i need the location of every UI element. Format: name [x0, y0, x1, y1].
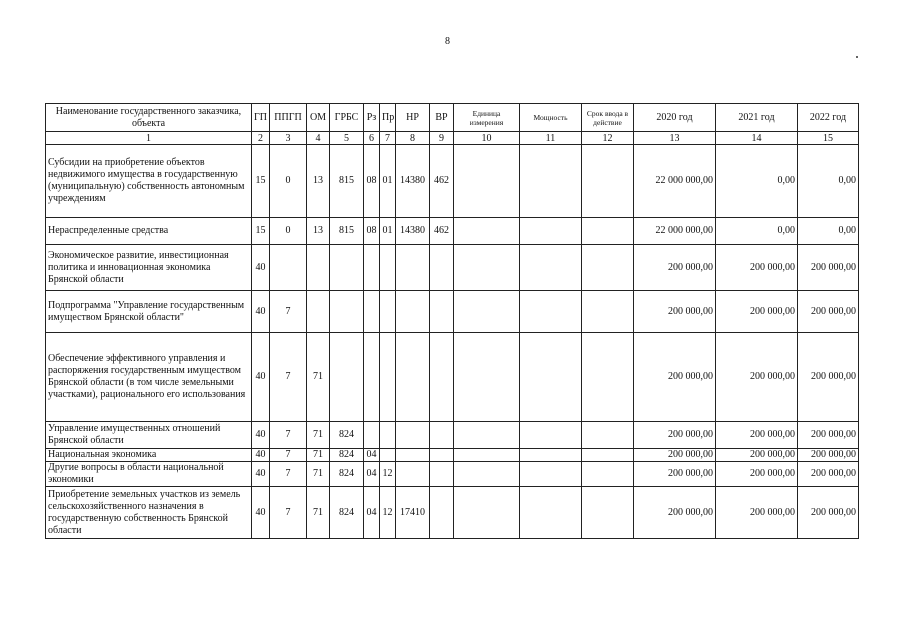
code-cell: 17410 [396, 487, 430, 539]
amount-cell: 200 000,00 [798, 245, 859, 291]
code-cell: 824 [330, 462, 364, 487]
amount-cell: 200 000,00 [634, 462, 716, 487]
row-name-cell: Подпрограмма "Управление государственным имуществом Брянской области" [46, 291, 252, 333]
header-year-2021: 2021 год [716, 104, 798, 132]
column-number: 6 [364, 132, 380, 145]
code-cell [430, 333, 454, 422]
table-row [46, 462, 859, 487]
amount-cell: 200 000,00 [634, 245, 716, 291]
code-cell: 01 [380, 145, 396, 218]
row-name-cell: Другие вопросы в области национальной экономики [46, 462, 252, 487]
amount-cell: 200 000,00 [716, 462, 798, 487]
code-cell: 08 [364, 145, 380, 218]
amount-cell: 200 000,00 [716, 449, 798, 462]
header-nr: НР [396, 104, 430, 132]
code-cell [396, 449, 430, 462]
code-cell [380, 422, 396, 449]
code-cell [454, 462, 520, 487]
column-number: 3 [270, 132, 307, 145]
column-number: 9 [430, 132, 454, 145]
code-cell: 71 [307, 449, 330, 462]
column-number: 2 [252, 132, 270, 145]
code-cell: 14380 [396, 145, 430, 218]
amount-cell: 200 000,00 [798, 462, 859, 487]
column-number: 5 [330, 132, 364, 145]
code-cell [430, 245, 454, 291]
code-cell [364, 291, 380, 333]
code-cell [364, 245, 380, 291]
header-vr: ВР [430, 104, 454, 132]
budget-table [45, 103, 859, 539]
amount-cell: 0,00 [798, 145, 859, 218]
code-cell [520, 245, 582, 291]
amount-cell: 200 000,00 [798, 422, 859, 449]
amount-cell: 0,00 [716, 145, 798, 218]
code-cell: 0 [270, 145, 307, 218]
code-cell [454, 333, 520, 422]
code-cell: 40 [252, 449, 270, 462]
code-cell [396, 462, 430, 487]
table-body [46, 145, 859, 539]
code-cell [582, 462, 634, 487]
table-row [46, 487, 859, 539]
code-cell [520, 291, 582, 333]
amount-cell: 200 000,00 [634, 291, 716, 333]
table-row [46, 333, 859, 422]
code-cell [582, 487, 634, 539]
code-cell [330, 245, 364, 291]
code-cell: 12 [380, 462, 396, 487]
column-number: 11 [520, 132, 582, 145]
amount-cell: 200 000,00 [798, 291, 859, 333]
code-cell: 13 [307, 218, 330, 245]
code-cell [330, 333, 364, 422]
amount-cell: 200 000,00 [798, 449, 859, 462]
code-cell [330, 291, 364, 333]
amount-cell: 0,00 [716, 218, 798, 245]
code-cell [364, 333, 380, 422]
table-row [46, 218, 859, 245]
code-cell: 40 [252, 422, 270, 449]
table-row [46, 145, 859, 218]
code-cell: 40 [252, 462, 270, 487]
code-cell: 815 [330, 145, 364, 218]
code-cell [380, 291, 396, 333]
code-cell: 71 [307, 422, 330, 449]
header-gp: ГП [252, 104, 270, 132]
code-cell [520, 218, 582, 245]
code-cell [582, 218, 634, 245]
column-number: 13 [634, 132, 716, 145]
header-pr: Пр [380, 104, 396, 132]
column-number: 7 [380, 132, 396, 145]
amount-cell: 200 000,00 [716, 487, 798, 539]
row-name-cell: Экономическое развитие, инвестиционная политика и инновационная экономика Брянской области [46, 245, 252, 291]
table-row [46, 449, 859, 462]
amount-cell: 200 000,00 [634, 333, 716, 422]
header-unit: Единица измерения [454, 104, 520, 132]
code-cell [307, 245, 330, 291]
code-cell: 462 [430, 145, 454, 218]
column-number: 8 [396, 132, 430, 145]
header-year-2022: 2022 год [798, 104, 859, 132]
code-cell [380, 245, 396, 291]
code-cell [364, 422, 380, 449]
row-name-cell: Приобретение земельных участков из земель сельскохозяйственного назначения в государственную собственность Брянской области [46, 487, 252, 539]
code-cell [380, 333, 396, 422]
code-cell: 04 [364, 487, 380, 539]
code-cell: 7 [270, 487, 307, 539]
code-cell: 824 [330, 487, 364, 539]
amount-cell: 200 000,00 [634, 422, 716, 449]
code-cell: 08 [364, 218, 380, 245]
amount-cell: 200 000,00 [716, 333, 798, 422]
code-cell [430, 422, 454, 449]
amount-cell: 22 000 000,00 [634, 218, 716, 245]
code-cell [582, 422, 634, 449]
code-cell: 7 [270, 449, 307, 462]
code-cell: 71 [307, 333, 330, 422]
column-number: 15 [798, 132, 859, 145]
row-name-cell: Субсидии на приобретение объектов недвижимого имущества в государственную (муниципальную) собственность автономным учреждениям [46, 145, 252, 218]
code-cell: 40 [252, 291, 270, 333]
code-cell [380, 449, 396, 462]
code-cell: 824 [330, 422, 364, 449]
page-number: 8 [445, 36, 450, 47]
code-cell [454, 245, 520, 291]
header-object-name: Наименование государственного заказчика, объекта [46, 104, 252, 132]
amount-cell: 200 000,00 [798, 333, 859, 422]
code-cell [454, 145, 520, 218]
code-cell: 40 [252, 487, 270, 539]
code-cell: 40 [252, 245, 270, 291]
code-cell [396, 245, 430, 291]
column-number: 12 [582, 132, 634, 145]
code-cell [582, 245, 634, 291]
amount-cell: 200 000,00 [634, 449, 716, 462]
code-cell: 815 [330, 218, 364, 245]
code-cell [520, 145, 582, 218]
code-cell [454, 291, 520, 333]
header-ppgp: ППГП [270, 104, 307, 132]
code-cell: 13 [307, 145, 330, 218]
table-row [46, 422, 859, 449]
code-cell: 7 [270, 333, 307, 422]
code-cell [520, 462, 582, 487]
code-cell: 71 [307, 487, 330, 539]
code-cell [520, 333, 582, 422]
code-cell [396, 291, 430, 333]
table-row [46, 291, 859, 333]
code-cell [307, 291, 330, 333]
code-cell: 824 [330, 449, 364, 462]
code-cell [454, 218, 520, 245]
code-cell [430, 487, 454, 539]
code-cell [270, 245, 307, 291]
code-cell [582, 145, 634, 218]
code-cell: 14380 [396, 218, 430, 245]
code-cell: 7 [270, 462, 307, 487]
code-cell [582, 449, 634, 462]
code-cell [430, 462, 454, 487]
code-cell [582, 333, 634, 422]
code-cell: 12 [380, 487, 396, 539]
code-cell: 0 [270, 218, 307, 245]
row-name-cell: Обеспечение эффективного управления и распоряжения государственным имуществом Брянской области (в том числе земельными участками), рационального его использования [46, 333, 252, 422]
code-cell: 71 [307, 462, 330, 487]
scan-speck [856, 56, 858, 58]
header-om: ОМ [307, 104, 330, 132]
column-number: 4 [307, 132, 330, 145]
code-cell [396, 333, 430, 422]
row-name-cell: Управление имущественных отношений Брянской области [46, 422, 252, 449]
row-name-cell: Нераспределенные средства [46, 218, 252, 245]
header-rz: Рз [364, 104, 380, 132]
header-capacity: Мощность [520, 104, 582, 132]
amount-cell: 200 000,00 [716, 245, 798, 291]
column-number: 10 [454, 132, 520, 145]
code-cell: 04 [364, 462, 380, 487]
code-cell [396, 422, 430, 449]
amount-cell: 200 000,00 [716, 422, 798, 449]
code-cell: 04 [364, 449, 380, 462]
code-cell [430, 449, 454, 462]
table-row [46, 245, 859, 291]
header-year-2020: 2020 год [634, 104, 716, 132]
code-cell: 7 [270, 291, 307, 333]
amount-cell: 200 000,00 [716, 291, 798, 333]
header-row [46, 104, 859, 132]
code-cell [520, 422, 582, 449]
code-cell [430, 291, 454, 333]
amount-cell: 0,00 [798, 218, 859, 245]
code-cell [520, 487, 582, 539]
code-cell: 7 [270, 422, 307, 449]
row-name-cell: Национальная экономика [46, 449, 252, 462]
code-cell [520, 449, 582, 462]
column-number-row [46, 132, 859, 145]
code-cell: 15 [252, 145, 270, 218]
code-cell: 01 [380, 218, 396, 245]
code-cell [454, 487, 520, 539]
column-number: 14 [716, 132, 798, 145]
code-cell: 462 [430, 218, 454, 245]
code-cell [454, 422, 520, 449]
amount-cell: 200 000,00 [798, 487, 859, 539]
code-cell [454, 449, 520, 462]
column-number: 1 [46, 132, 252, 145]
header-grbs: ГРБС [330, 104, 364, 132]
code-cell [582, 291, 634, 333]
header-commissioning-date: Срок ввода в действие [582, 104, 634, 132]
amount-cell: 200 000,00 [634, 487, 716, 539]
code-cell: 15 [252, 218, 270, 245]
code-cell: 40 [252, 333, 270, 422]
amount-cell: 22 000 000,00 [634, 145, 716, 218]
